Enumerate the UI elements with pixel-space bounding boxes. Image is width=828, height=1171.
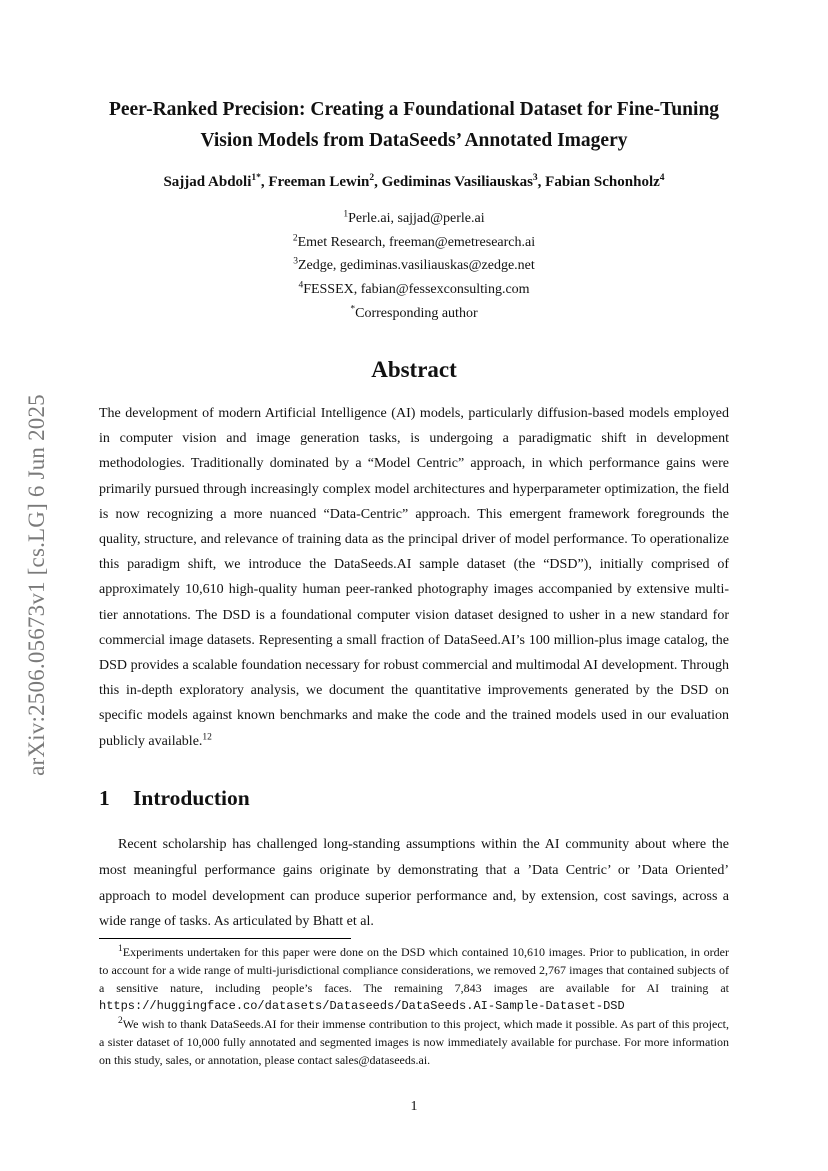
author-mark: 2 <box>369 173 375 183</box>
page-number: 1 <box>410 1099 418 1114</box>
affiliation: $^4$FESSEX, fabian@fessexconsulting.com <box>298 280 530 298</box>
section-title: Introduction <box>133 786 250 810</box>
affiliation: $^2$Emet Research, freeman@emetresearch.ai <box>292 233 536 250</box>
section-number: 1 <box>99 786 110 810</box>
affiliation: $^1$Perle.ai, sajjad@perle.ai <box>343 209 485 226</box>
abstract-body: The development of modern Artificial Intelligence (AI) models, particularly diffusion-based models employed in computer vision and image generation tasks, is undergoing a paradigmatic shift in development methodologies. Traditionally dominated by a “Model Centric” approach, in which performance gains were primarily pursued through increasingly complex model architectures and hyperparameter optimization, the field is now recognizing a more nuanced “Data-Centric” approach. This emergent framework foregrounds the quality, structure, and relevance of training data as the principal driver of model performance. To operationalize this paradigm shift, we introduce the DataSeeds.AI sample dataset (the “DSD”), initially comprised of approximately 10,610 high-quality human peer-ranked photography images accompanied by extensive multi-tier annotations. The DSD is a foundational computer vision dataset designed to usher in a new standard for commercial image datasets. Representing a small fraction of DataSeed.AI’s 100 million-plus image catalog, the DSD provides a scalable foundation necessary for robust commercial and multimodal AI development. Through this in-depth exploratory analysis, we document the quantitative improvements generated by the DSD on specific models against known benchmarks and make the code and the trained models used in our evaluation publicly available.$^{12}$ <box>99 406 729 749</box>
arxiv-identifier-watermark <box>22 352 52 818</box>
author: Gediminas Vasiliauskas$^3$, <box>381 173 546 190</box>
title-line-2: Vision Models from DataSeeds’ Annotated Imagery <box>200 130 628 151</box>
footnotes <box>99 944 729 1070</box>
abstract-heading: Abstract <box>371 357 457 382</box>
dataset-link[interactable]: https://huggingface.co/datasets/Dataseeds/DataSeeds.AI-Sample-Dataset-DSD <box>99 999 625 1014</box>
footnote-2: $^2$We wish to thank DataSeeds.AI for their immense contribution to this project, which made it possible. As part of this project, a sister dataset of 10,000 fully annotated and segmented images is now immediately available for purchase. For more information on this study, sales, or annotation, please contact sales@dataseeds.ai. <box>99 1016 729 1067</box>
introduction-paragraph: Recent scholarship has challenged long-standing assumptions within the AI community about where the most meaningful performance gains originate by demonstrating that a ’Data Centric’ or ’Data Oriented’ approach to model development can produce superior performance and, by extension, cost savings, across a wide range of tasks. As articulated by Bhatt et al. <box>99 837 729 930</box>
affiliation: $^3$Zedge, gediminas.vasiliauskas@zedge.net <box>293 256 535 274</box>
paper-title <box>90 94 738 156</box>
arxiv-identifier: arXiv:2506.05673v1 [cs.LG] 6 Jun 2025 <box>24 394 49 776</box>
footnote-1: $^1$Experiments undertaken for this paper were done on the DSD which contained 10,610 images. Prior to publication, in order to account for a wide range of multi-jurisdictional compliance considerations, we removed 2,767 images that contained subjects of a sensitive nature, including people’s faces. The remaining 7,843 images are available for AI training at https://huggingface.co/datasets/Dataseeds/DataSeeds.AI-Sample-Dataset-DSD <box>99 944 729 1014</box>
author-mark: 1* <box>251 173 261 183</box>
author: Fabian Schonholz$^4$ <box>545 173 665 190</box>
footnote-divider <box>99 938 351 939</box>
author: Sajjad Abdoli$^{1*}$, <box>163 173 269 190</box>
affiliation-list <box>90 207 738 326</box>
author-mark: 3 <box>532 173 538 183</box>
footnote-reference: 12 <box>202 731 212 742</box>
title-line-1: Peer-Ranked Precision: Creating a Foundational Dataset for Fine-Tuning <box>108 99 720 120</box>
author-mark: 4 <box>659 173 665 183</box>
author-list <box>90 174 738 191</box>
author: Freeman Lewin$^2$, <box>268 173 382 190</box>
corresponding-author-note: *Corresponding author <box>350 304 478 321</box>
section-heading-introduction <box>99 786 250 811</box>
